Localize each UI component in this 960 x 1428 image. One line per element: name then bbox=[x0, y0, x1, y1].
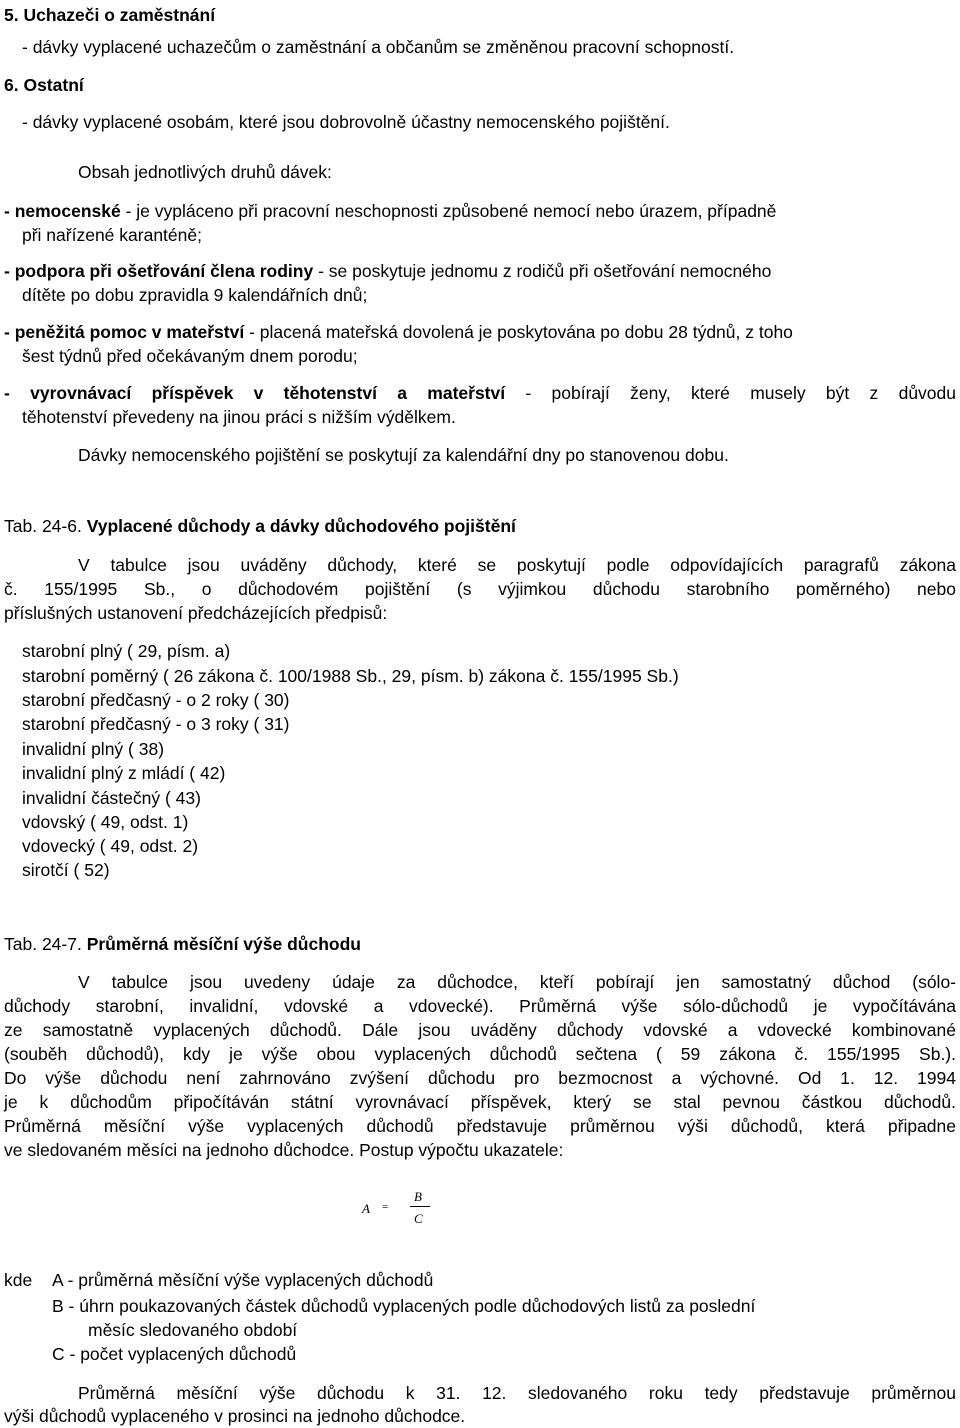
table-24-7-para-line: je k důchodům připočítáván státní vyrovnávací příspěvek, který se stal pevnou částkou důchodů. bbox=[4, 1092, 956, 1112]
pension-item: sirotčí ( 52) bbox=[22, 860, 110, 880]
table-24-6-para-line3: příslušných ustanovení předcházejících předpisů: bbox=[4, 603, 388, 623]
item-care-line1: - podpora při ošetřování člena rodiny - se poskytuje jednomu z rodičů při ošetřování nemocného bbox=[4, 261, 772, 281]
item-maternity-line2: šest týdnů před očekávaným dnem porodu; bbox=[22, 346, 358, 366]
formula-lhs: A bbox=[362, 1201, 370, 1216]
pension-item: invalidní částečný ( 43) bbox=[22, 788, 201, 808]
table-24-6-para-line1: V tabulce jsou uváděny důchody, které se poskytují podle odpovídajících paragrafů zákona bbox=[78, 555, 956, 575]
table-24-7-para-line: ve sledovaném měsíci na jednoho důchodce. Postup výpočtu ukazatele: bbox=[4, 1140, 564, 1160]
table-24-7-para-line: ze samostatně vyplacených důchodů. Dále jsou uváděny důchody vdovské a vdovecké kombinované bbox=[4, 1020, 956, 1040]
table-24-7-caption: Tab. 24-7. Průměrná měsíční výše důchodu bbox=[4, 934, 361, 954]
section-5-heading: 5. Uchazeči o zaměstnání bbox=[4, 5, 216, 25]
benefit-types-heading: Obsah jednotlivých druhů dávek: bbox=[78, 162, 332, 182]
pension-item: vdovecký ( 49, odst. 2) bbox=[22, 836, 199, 856]
pension-item: invalidní plný z mládí ( 42) bbox=[22, 763, 226, 783]
table-24-7-para-line: (souběh důchodů), kdy je výše obou vyplacených důchodů sečtena ( 59 zákona č. 155/1995 Sb.). bbox=[4, 1044, 956, 1064]
definition-item: B - úhrn poukazovaných částek důchodů vyplacených podle důchodových listů za poslední bbox=[52, 1296, 756, 1316]
item-maternity-line1: - peněžitá pomoc v mateřství - placená mateřská dovolená je poskytována po dobu 28 týdnů, z toho bbox=[4, 322, 793, 342]
item-compensation-line1: - vyrovnávací příspěvek v těhotenství a mateřství - pobírají ženy, které musely být z důvodu bbox=[4, 383, 957, 403]
item-sickness-line2: při nařízené karanténě; bbox=[22, 225, 202, 245]
table-24-6-para-line2: č. 155/1995 Sb., o důchodovém pojištění (s výjimkou důchodu starobního poměrného) nebo bbox=[4, 579, 956, 599]
pension-item: starobní předčasný - o 2 roky ( 30) bbox=[22, 690, 290, 710]
item-care-line2: dítěte po dobu zpravidla 9 kalendářních dnů; bbox=[22, 285, 368, 305]
pension-item: starobní poměrný ( 26 zákona č. 100/1988 Sb., 29, písm. b) zákona č. 155/1995 Sb.) bbox=[22, 666, 679, 686]
section-5-text: - dávky vyplacené uchazečům o zaměstnání a občanům se změněnou pracovní schopností. bbox=[22, 37, 735, 57]
table-24-7-para-line: V tabulce jsou uvedeny údaje za důchodce, kteří pobírají jen samostatný důchod (sólo- bbox=[78, 972, 956, 992]
item-compensation-line2: těhotenství převedeny na jinou práci s nižším výdělkem. bbox=[22, 407, 456, 427]
table-24-7-para-line: Do výše důchodu není zahrnováno zvýšení důchodu pro bezmocnost a výchovné. Od 1. 12. 1994 bbox=[4, 1068, 956, 1088]
pension-item: starobní předčasný - o 3 roky ( 31) bbox=[22, 714, 290, 734]
pension-item: vdovský ( 49, odst. 1) bbox=[22, 812, 189, 832]
pension-item: invalidní plný ( 38) bbox=[22, 739, 165, 759]
table-24-6-caption: Tab. 24-6. Vyplacené důchody a dávky důchodového pojištění bbox=[4, 516, 516, 536]
section-6-heading: 6. Ostatní bbox=[4, 75, 84, 95]
definition-item: A - průměrná měsíční výše vyplacených důchodů bbox=[52, 1270, 434, 1290]
formula-equals: = bbox=[382, 1201, 389, 1213]
fraction-bar bbox=[410, 1206, 430, 1207]
closing-line2: výši důchodů vyplaceného v prosinci na jednoho důchodce. bbox=[4, 1406, 466, 1426]
closing-line1: Průměrná měsíční výše důchodu k 31. 12. sledovaného roku tedy představuje průměrnou bbox=[78, 1383, 956, 1403]
formula-numerator: B bbox=[414, 1189, 422, 1204]
definition-item: C - počet vyplacených důchodů bbox=[52, 1344, 297, 1364]
definition-item: měsíc sledovaného období bbox=[88, 1320, 298, 1340]
benefits-closing: Dávky nemocenského pojištění se poskytují za kalendářní dny po stanovenou dobu. bbox=[78, 445, 729, 465]
table-24-7-para-line: důchody starobní, invalidní, vdovské a vdovecké). Průměrná výše sólo-důchodů je vypočítávána bbox=[4, 996, 956, 1016]
table-24-7-para-line: Průměrná měsíční výše vyplacených důchodů představuje průměrnou výši důchodů, která připadne bbox=[4, 1116, 956, 1136]
definitions-label: kde bbox=[4, 1270, 33, 1290]
item-sickness-line1: - nemocenské - je vypláceno při pracovní neschopnosti způsobené nemocí nebo úrazem, případně bbox=[4, 201, 777, 221]
pension-item: starobní plný ( 29, písm. a) bbox=[22, 641, 231, 661]
section-6-text: - dávky vyplacené osobám, které jsou dobrovolně účastny nemocenského pojištění. bbox=[22, 112, 670, 132]
average-pension-formula bbox=[362, 1190, 442, 1230]
formula-denominator: C bbox=[414, 1211, 423, 1226]
